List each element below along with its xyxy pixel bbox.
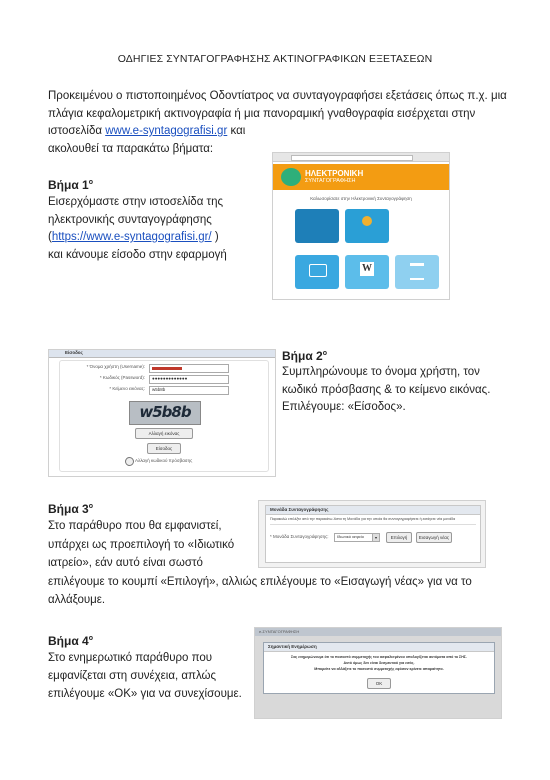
step-heading-sup: ο xyxy=(88,503,94,510)
login-header xyxy=(49,350,275,358)
step3-line: Στο παράθυρο που θα εμφανιστεί, xyxy=(48,520,222,532)
password-label: * Κωδικός (Password): xyxy=(99,375,145,380)
step4-line: εμφανίζεται στη συνέχεια, απλώς xyxy=(48,670,217,682)
tile-pharmacy[interactable] xyxy=(345,209,389,243)
page-title: ΟΔΗΓΙΕΣ ΣΥΝΤΑΓΟΓΡΑΦΗΣΗΣ ΑΚΤΙΝΟΓΡΑΦΙΚΩΝ ΕΞΕΤΑΣΕΩΝ xyxy=(117,53,433,65)
step-heading-sup: ο xyxy=(88,179,94,186)
building-icon xyxy=(410,263,424,280)
paren: ( xyxy=(48,231,52,243)
info-dialog-header xyxy=(264,643,494,652)
ok-button[interactable]: OK xyxy=(367,678,391,689)
step1-text xyxy=(48,178,278,264)
captcha-label: * Κείμενο εικόνας: xyxy=(109,386,145,391)
step1-screenshot xyxy=(272,152,450,300)
captcha-value: w5b8b xyxy=(152,387,166,392)
unit-dialog-title: Μονάδα Συνταγογράφησης xyxy=(270,507,329,512)
divider xyxy=(270,524,476,525)
pharmacy-icon xyxy=(362,216,372,226)
step4-line: επιλέγουμε «ΟΚ» για να συνεχίσουμε. xyxy=(48,688,242,700)
step2-screenshot xyxy=(48,349,276,477)
step3-line: ιατρείο», εάν αυτό είναι σωστό xyxy=(48,557,203,569)
site-banner xyxy=(273,164,449,190)
step2-line: Επιλέγουμε: «Είσοδος». xyxy=(282,401,406,413)
captcha-field[interactable] xyxy=(149,386,229,395)
intro-line: πλάγια κεφαλομετρική ακτινογραφία ή μια πανοραμική γναθογραφία εισέρχεται στην xyxy=(48,107,476,120)
step3-line: υπάρχει ως προεπιλογή το «Ιδιωτικό xyxy=(48,538,235,551)
app-topbar xyxy=(255,628,501,636)
step1-line: Εισερχόμαστε στην ιστοσελίδα της xyxy=(48,196,224,208)
captcha-text: w5b8b xyxy=(139,403,191,421)
site-link[interactable]: www.e-syntagografisi.gr xyxy=(105,125,228,137)
captcha-image xyxy=(129,401,201,425)
welcome-text: Καλωσορίσατε στην Ηλεκτρονική Συνταγογράφηση xyxy=(310,196,412,201)
radio-icon[interactable] xyxy=(125,457,134,466)
paren: ) xyxy=(211,231,219,243)
logo-subtext: ΣΥΝΤΑΓΟΓΡΑΦΗΣΗ xyxy=(305,178,356,184)
step3-screenshot xyxy=(258,500,486,568)
tile-doctor[interactable] xyxy=(295,209,339,243)
username-label: * Όνομα χρήστη (Username): xyxy=(86,364,145,369)
logo-text: ΗΛΕΚΤΡΟΝΙΚΗ xyxy=(305,169,364,178)
logo-icon xyxy=(281,168,301,186)
browser-bar xyxy=(273,153,449,162)
info-line: Αυτό όμως δεν είναι δεσμευτικό για εσάς. xyxy=(343,661,415,665)
step-heading-sup: ο xyxy=(322,350,328,357)
insert-new-button[interactable]: Εισαγωγή νέας xyxy=(416,532,452,543)
step1-heading xyxy=(48,178,278,192)
step-heading-text: Βήμα 2 xyxy=(282,349,323,363)
step4-text xyxy=(48,634,263,703)
refresh-captcha-button[interactable]: Αλλαγή εικόνας xyxy=(135,428,193,439)
wiki-icon: W xyxy=(362,263,372,274)
step4-line: Στο ενημερωτικό παράθυρο που xyxy=(48,652,213,664)
unit-dialog-header xyxy=(266,506,480,515)
select-button[interactable]: Επιλογή xyxy=(386,532,412,543)
step-heading-text: Βήμα 4 xyxy=(48,634,89,648)
step1-link[interactable]: https://www.e-syntagografisi.gr/ xyxy=(51,231,212,243)
intro-line: ακολουθεί τα παρακάτω βήματα: xyxy=(48,142,214,155)
chat-icon xyxy=(309,264,327,277)
info-line: Μπορείτε να αλλάξετε το ποσοστό συμμετοχής εφόσον κρίνετε απαραίτητο. xyxy=(314,667,444,671)
unit-dialog xyxy=(265,505,481,563)
chevron-down-icon: ▾ xyxy=(372,534,379,541)
info-dialog-title: Σημαντική Ενημέρωση xyxy=(268,644,317,649)
step2-line: Συμπληρώνουμε το όνομα χρήστη, τον xyxy=(282,366,480,378)
step2-heading xyxy=(282,349,532,363)
step4-heading xyxy=(48,634,263,648)
login-title: Είσοδος xyxy=(65,350,83,355)
address-bar xyxy=(291,155,413,161)
info-line: Σας ενημερώνουμε ότι το ποσοστό συμμετοχής του ασφαλισμένου υπολογίζεται αυτόματα από το ΣΗΣ. xyxy=(291,655,467,659)
step4-screenshot xyxy=(254,627,502,719)
tile-chat[interactable] xyxy=(295,255,339,289)
unit-select[interactable] xyxy=(334,533,380,542)
intro-paragraph xyxy=(48,88,518,158)
step1-line: και κάνουμε είσοδο στην εφαρμογή xyxy=(48,248,227,261)
intro-text: και xyxy=(227,125,246,137)
username-field[interactable] xyxy=(149,364,229,373)
password-field[interactable] xyxy=(149,375,229,384)
step2-line: κωδικό πρόσβασης & το κείμενο εικόνας. xyxy=(282,383,491,396)
step-heading-text: Βήμα 3 xyxy=(48,502,89,516)
intro-line: Προκειμένου ο πιστοποιημένος Οδοντίατρος να συνταγογραφήσει εξετάσεις όπως π.χ. μια xyxy=(48,90,507,102)
forgot-password-link[interactable]: Αλλαγή κωδικού πρόσβασης xyxy=(135,458,193,463)
password-value: ●●●●●●●●●●●●● xyxy=(152,376,188,381)
login-button[interactable]: Είσοδος xyxy=(147,443,181,454)
step-heading-text: Βήμα 1 xyxy=(48,178,89,192)
step-heading-sup: ο xyxy=(88,635,94,642)
intro-text: ιστοσελίδα xyxy=(48,125,106,137)
app-topbar-text: e-ΣΥΝΤΑΓΟΓΡΑΦΗΣΗ xyxy=(259,629,300,634)
intro-line xyxy=(48,123,518,141)
step3-line: επιλέγουμε το κουμπί «Επιλογή», αλλιώς επιλέγουμε το «Εισαγωγή νέας» για να το xyxy=(48,575,472,588)
tile-institution[interactable] xyxy=(395,255,439,289)
redacted-username xyxy=(152,367,182,370)
unit-label: * Μονάδα Συνταγογράφησης: xyxy=(270,534,329,539)
step1-line xyxy=(48,229,278,247)
step1-line: ηλεκτρονικής συνταγογράφησης xyxy=(48,213,212,226)
unit-select-value: Ιδιωτικό ιατρείο xyxy=(337,534,365,539)
step3-line: αλλάξουμε. xyxy=(48,594,106,606)
unit-dialog-text: Παρακαλώ επιλέξτε από την παρακάτω λίστα τη Μονάδα για την οποία θα συνταγογραφήσετε ή εισάγετε νέα μονάδα xyxy=(270,517,456,521)
info-dialog xyxy=(263,642,495,694)
step2-text xyxy=(282,349,532,417)
tile-wiki[interactable] xyxy=(345,255,389,289)
